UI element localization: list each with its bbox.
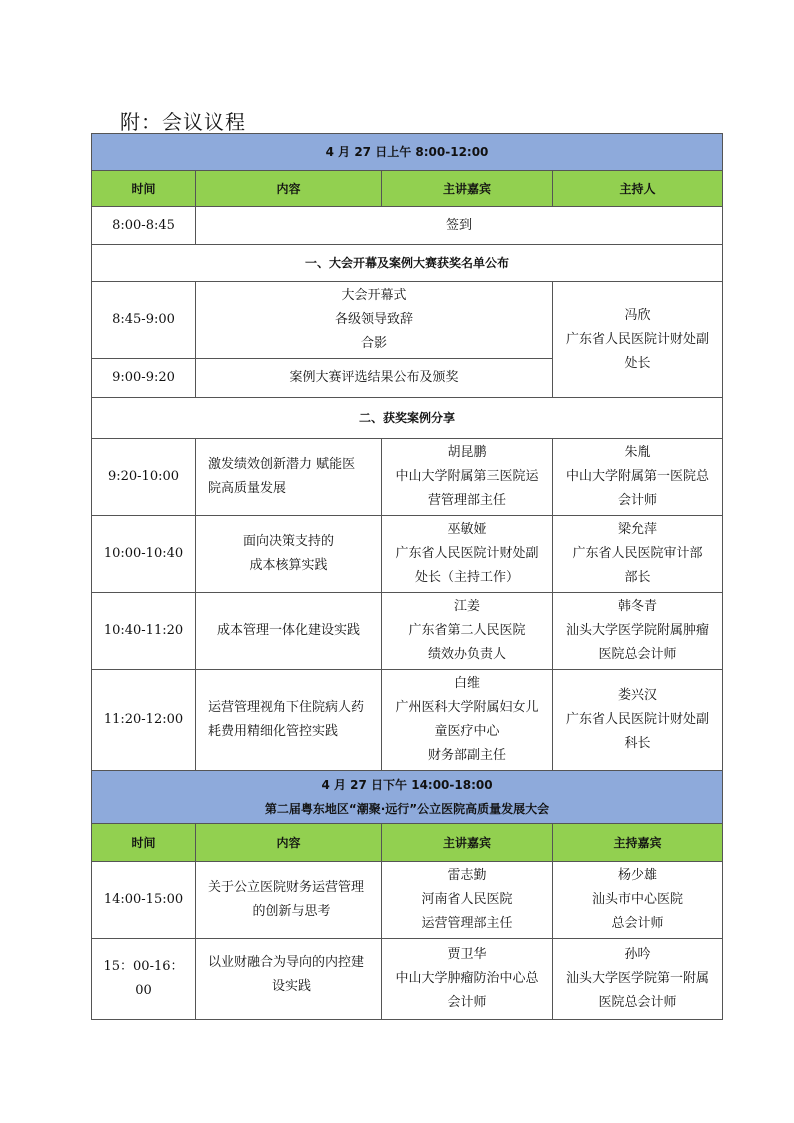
row-speaker: 胡昆鹏 中山大学附属第三医院运 营管理部主任 [382, 439, 553, 516]
row-time: 15：00-16：00 [92, 939, 196, 1020]
morning-band-row [92, 134, 723, 171]
section-row [92, 245, 723, 282]
page-title: 附：会议议程 [120, 110, 246, 134]
row-time: 14:00-15:00 [92, 862, 196, 939]
row-time: 8:00-8:45 [92, 207, 196, 245]
header-time: 时间 [92, 171, 196, 207]
section-title: 二、获奖案例分享 [92, 398, 723, 439]
section-title: 一、大会开幕及案例大赛获奖名单公布 [92, 245, 723, 282]
row-time: 11:20-12:00 [92, 670, 196, 771]
row-time: 9:00-9:20 [92, 359, 196, 398]
row-content: 激发绩效创新潜力 赋能医 院高质量发展 [196, 439, 382, 516]
row-host: 朱胤 中山大学附属第一医院总 会计师 [553, 439, 723, 516]
row-speaker: 巫敏娅 广东省人民医院计财处副 处长（主持工作） [382, 516, 553, 593]
row-content: 案例大赛评选结果公布及颁奖 [196, 359, 553, 398]
row-host: 杨少雄 汕头市中心医院 总会计师 [553, 862, 723, 939]
row-content: 以业财融合为导向的内控建 设实践 [196, 939, 382, 1020]
row-content: 成本管理一体化建设实践 [196, 593, 382, 670]
row-speaker: 白维 广州医科大学附属妇女儿 童医疗中心 财务部副主任 [382, 670, 553, 771]
header-speaker: 主讲嘉宾 [382, 824, 553, 862]
row-time: 10:00-10:40 [92, 516, 196, 593]
row-host: 梁允萍 广东省人民医院审计部 部长 [553, 516, 723, 593]
header-speaker: 主讲嘉宾 [382, 171, 553, 207]
header-host: 主持人 [553, 171, 723, 207]
row-content: 签到 [196, 207, 723, 245]
afternoon-band-row [92, 771, 723, 824]
row-speaker: 贾卫华 中山大学肿瘤防治中心总 会计师 [382, 939, 553, 1020]
row-host: 孙吟 汕头大学医学院第一附属 医院总会计师 [553, 939, 723, 1020]
agenda-table [91, 133, 723, 1020]
morning-header-row [92, 171, 723, 207]
section-row [92, 398, 723, 439]
table-row [92, 593, 723, 670]
row-content: 面向决策支持的 成本核算实践 [196, 516, 382, 593]
table-row [92, 439, 723, 516]
table-row [92, 516, 723, 593]
row-time: 9:20-10:00 [92, 439, 196, 516]
row-speaker: 江姜 广东省第二人民医院 绩效办负责人 [382, 593, 553, 670]
table-row [92, 207, 723, 245]
row-time: 8:45-9:00 [92, 282, 196, 359]
row-host: 娄兴汉 广东省人民医院计财处副 科长 [553, 670, 723, 771]
table-row [92, 939, 723, 1020]
header-content: 内容 [196, 824, 382, 862]
afternoon-band: 4 月 27 日下午 14:00-18:00 第二届粤东地区“潮聚·远行”公立医院高质量发展大会 [92, 771, 723, 824]
morning-band: 4 月 27 日上午 8:00-12:00 [92, 134, 723, 171]
row-host: 冯欣 广东省人民医院计财处副 处长 [553, 282, 723, 398]
header-content: 内容 [196, 171, 382, 207]
row-speaker: 雷志勤 河南省人民医院 运营管理部主任 [382, 862, 553, 939]
row-content: 运营管理视角下住院病人药 耗费用精细化管控实践 [196, 670, 382, 771]
row-content: 大会开幕式 各级领导致辞 合影 [196, 282, 553, 359]
header-host: 主持嘉宾 [553, 824, 723, 862]
row-time: 10:40-11:20 [92, 593, 196, 670]
table-row [92, 282, 723, 359]
header-time: 时间 [92, 824, 196, 862]
table-row [92, 670, 723, 771]
table-row [92, 862, 723, 939]
row-host: 韩冬青 汕头大学医学院附属肿瘤 医院总会计师 [553, 593, 723, 670]
afternoon-header-row [92, 824, 723, 862]
row-content: 关于公立医院财务运营管理 的创新与思考 [196, 862, 382, 939]
